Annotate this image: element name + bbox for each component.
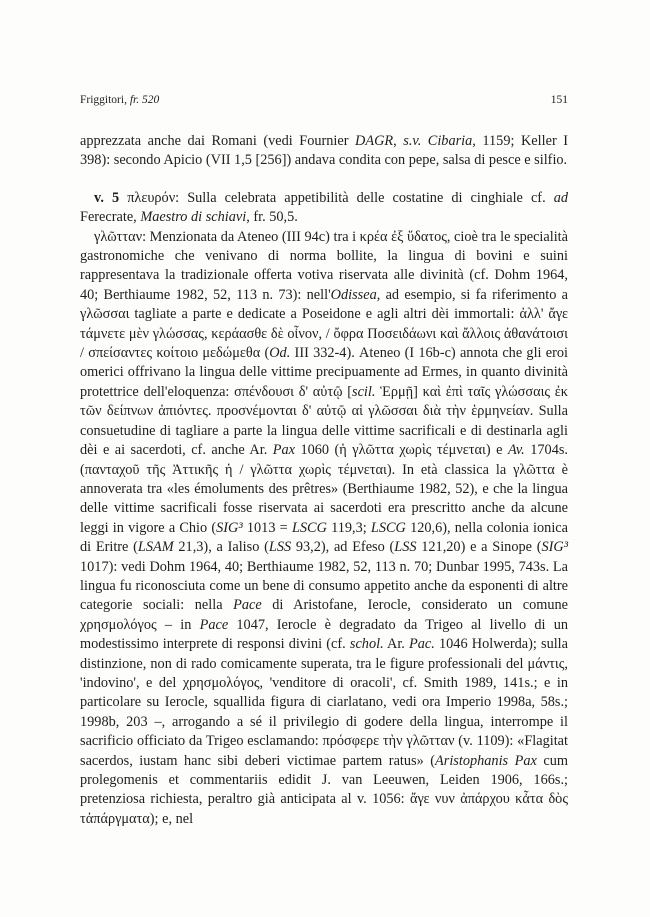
italic-run: SIG³ [541, 539, 569, 556]
paragraph-continuation [80, 132, 568, 171]
text-run: , [393, 133, 404, 149]
text-run: 1013 = [242, 519, 292, 536]
italic-run: Pax [272, 442, 295, 459]
italic-run: Aristophanis Pax [435, 752, 537, 769]
text-run: , fr. 50,5. [246, 209, 298, 226]
text-run: Ar. [383, 636, 410, 653]
main-text [80, 132, 568, 829]
text-run: 121,20) e a Sinope ( [416, 539, 542, 556]
text-run: 1046 Holwerda); sulla distinzione, non di rado comicamente superata, tra le figure professionali del μάντις, 'indovino', e del χρησμολόγος, 'venditore di oracoli', cf. Smith 1989, 141s.; e in particolare su Ierocle, squallida figura di ciarlatano, vedi ora Imperio 1998a, 58s.; 1998b, 203 –, arrogando a sé il privilegio di godere della lingua, interrompe il sacrificio officiato da Trigeo esclamando: πρόσφερε τὴν γλῶτταν (v. 1109): «Flagitat sacerdos, iustam hanc sibi deberi victimae partem ratus» ( [80, 636, 569, 769]
text-run: πλευρόν: Sulla celebrata appetibilità delle costatine di cinghiale cf. [119, 189, 554, 206]
text-run: 93,2), ad Efeso ( [291, 539, 395, 556]
italic-run: Pace [233, 597, 262, 614]
italic-run: scil. [352, 383, 376, 400]
italic-run: Od. [269, 345, 291, 362]
text-run: Ἑρμῇ] καὶ ἐπὶ ταῖς γλώσσαις ἐκ τῶν δείπνων ἀπιόντες. προσνέμονται δ' αὐτῷ αἱ γλῶσσαι διὰ τὴν ἑρμηνείαν. Sulla consuetudine di tagliare a parte la lingua delle vittime sacrificali e di destinarla agli dèi e ai sacerdoti, cf. anche Ar. [80, 383, 569, 459]
text-run: , ad esempio, si fa riferimento a γλῶσσαι tagliate a parte e dedicate a Poseidone e agli altri dèi immortali: ἀλλ' ἄγε τάμνετε μὲν γλώσσας, κεράασθε δὲ οἶνον, / ὄφρα Ποσειδάωνι καὶ ἄλλοις ἀθανάτοισι / σπείσαντες κοίτοιο μεδώμεθα ( [80, 286, 568, 362]
italic-run: LSAM [137, 539, 174, 556]
running-head-title [80, 94, 159, 106]
text-run: cum prolegomenis et commentariis edidit J. van Leeuwen, Leiden 1906, 166s.; pretenziosa richiesta, peraltro già anticipata al v. 1056: ἄγε νυν ἀπάρχου κἆτα δὸς τἀπάργματα); e, nel [80, 752, 568, 827]
text-run: 119,3; [326, 519, 371, 536]
italic-run: LSS [394, 539, 417, 556]
italic-run: Pace [199, 616, 229, 633]
text-run: 21,3), a Ialiso ( [173, 539, 269, 556]
italic-run: LSS [268, 539, 292, 556]
paragraph-verse-5 [80, 189, 568, 228]
italic-run: LSCG [291, 519, 327, 536]
text-run: 120,6), nella colonia ionica di Eritre ( [80, 519, 568, 556]
italic-run: s.v. Cibaria [403, 133, 473, 149]
italic-run: Pac. [409, 636, 435, 653]
text-run: 1060 (ἡ γλῶττα χωρὶς τέμνεται) e [294, 442, 508, 459]
paragraph-glottan [80, 228, 568, 830]
italic-run: Av. [507, 442, 525, 459]
text-run: 1017): vedi Dohm 1964, 40; Berthiaume 1982, 52, 113 n. 70; Dunbar 1995, 743s. La lingua fu riconosciuta come un bene di consumo appetito anche da esponenti di altre categorie sociali: nella [80, 558, 568, 614]
text-run: Ferecrate, [80, 209, 141, 226]
text-run: apprezzata anche dai Romani (vedi Fournier [80, 133, 356, 149]
text-run: di Aristofane, Ierocle, considerato un comune χρησμολόγος – in [80, 597, 569, 633]
italic-run: ad [553, 189, 568, 206]
text-run: 1704s. (πανταχοῦ τῆς Ἀττικῆς ἡ / γλῶττα χωρὶς τέμνεται). In età classica la γλῶττα è annoverata tra «les émoluments des prêtres» (Berthiaume 1982, 52), e che la lingua delle vittime sacrificali fosse riservata ai sacerdoti era prescritto anche da alcune leggi in vigore a Chio ( [80, 442, 568, 536]
text-run: , 1159; Keller I 398): secondo Apicio (VII 1,5 [256]) andava condita con pepe, salsa di pesce e silfio. [80, 133, 569, 169]
running-head-fragment: fr. 520 [129, 94, 160, 106]
text-run: γλῶτταν: Menzionata da Ateneo (III 94c) tra i κρέα ἐξ ὕδατος, cioè tra le specialità gastronomiche che venivano di norma bollite, la lingua di bovini e suini rappresentava la tradizionale offerta votiva riservata alle divinità (cf. Dohm 1964, 40; Berthiaume 1982, 52, 113 n. 73): nell' [80, 228, 568, 303]
italic-run: LSCG [370, 519, 406, 536]
italic-run: SIG³ [216, 519, 243, 536]
verse-reference: v. 5 [94, 189, 120, 206]
text-run: III 332-4). Ateneo (I 16b-c) annota che gli eroi omerici offrivano la lingua delle vittime precipuamente ad Ermes, in quanto divinità protettrice dell'eloquenza: σπένδουσι δ' αὐτῷ [ [80, 345, 569, 400]
italic-run: Maestro di schiavi [140, 209, 247, 226]
text-run: 1047, Ierocle è degradato da Trigeo al livello di un modestissimo interprete di responsi divini (cf. [80, 616, 568, 653]
italic-run: Odissea [330, 286, 377, 303]
page-number: 151 [550, 94, 568, 106]
italic-run: schol. [349, 636, 384, 653]
running-head-author: Friggitori, [80, 94, 127, 106]
italic-run: DAGR [355, 133, 394, 149]
